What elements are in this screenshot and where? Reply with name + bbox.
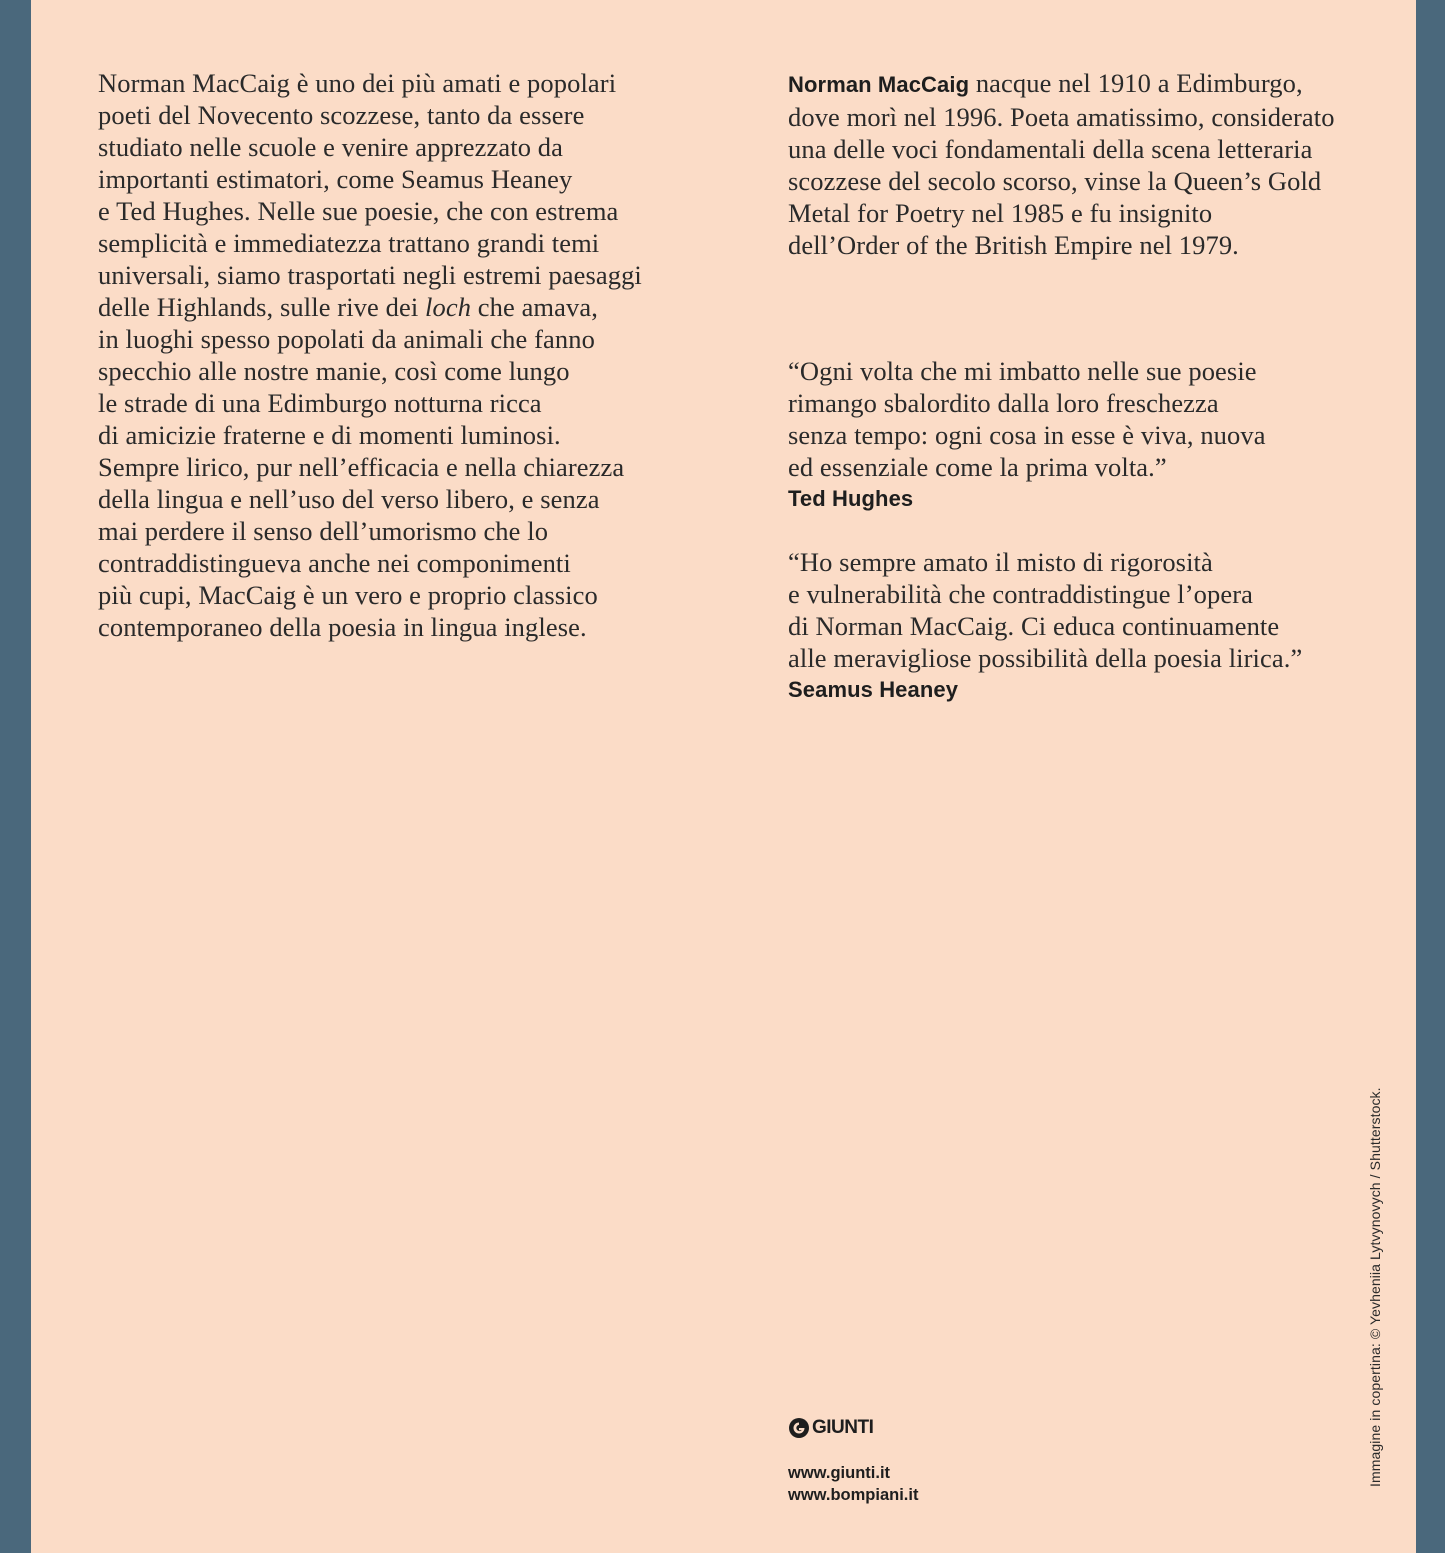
bio-line: Metal for Poetry nel 1985 e fu insignito: [788, 198, 1213, 228]
quote-line: “Ho sempre amato il misto di rigorosità: [788, 547, 1213, 577]
description-line: mai perdere il senso dell’umorismo che lo: [98, 516, 549, 546]
description-line: in luoghi spesso popolati da animali che fanno: [98, 324, 595, 354]
description-line: specchio alle nostre manie, così come lungo: [98, 356, 570, 386]
bio-line: dell’Order of the British Empire nel 1979.: [788, 230, 1239, 260]
quote-author: Seamus Heaney: [788, 677, 959, 702]
description-line: poeti del Novecento scozzese, tanto da essere: [98, 100, 585, 130]
description-line: contemporaneo della poesia in lingua inglese.: [98, 612, 587, 642]
description-line: Norman MacCaig è uno dei più amati e popolari: [98, 68, 617, 98]
description-line: studiato nelle scuole e venire apprezzato da: [98, 132, 563, 162]
author-name: Norman MacCaig: [788, 72, 970, 97]
quote-line: di Norman MacCaig. Ci educa continuamente: [788, 611, 1280, 641]
bio-line: dove morì nel 1996. Poeta amatissimo, considerato: [788, 102, 1335, 132]
description-line: di amicizie fraterne e di momenti luminosi.: [98, 420, 561, 450]
giunti-url[interactable]: www.giunti.it: [788, 1464, 891, 1482]
giunti-logo-icon: [788, 1417, 810, 1439]
giunti-logo-text: GIUNTI: [812, 1417, 874, 1438]
publisher-urls: [788, 1462, 918, 1506]
description-line: contraddistingueva anche nei componimenti: [98, 548, 571, 578]
quote-line: alle meravigliose possibilità della poesia lirica.”: [788, 643, 1303, 673]
description-line: universali, siamo trasportati negli estremi paesaggi: [98, 260, 642, 290]
description-line: Sempre lirico, pur nell’efficacia e nella chiarezza: [98, 452, 625, 482]
bio-line: scozzese del secolo scorso, vinse la Queen’s Gold: [788, 166, 1322, 196]
bompiani-url[interactable]: www.bompiani.it: [788, 1486, 919, 1504]
description-line: le strade di una Edimburgo notturna ricca: [98, 388, 542, 418]
description-line: della lingua e nell’uso del verso libero, e senza: [98, 484, 600, 514]
highlands-after: che amava,: [471, 292, 598, 322]
bio-first-line: [788, 67, 1388, 101]
description-line-highlands: [98, 291, 718, 323]
description-line: semplicità e immediatezza trattano grandi temi: [98, 228, 600, 258]
quote-line: senza tempo: ogni cosa in esse è viva, nuova: [788, 420, 1266, 450]
description-column: [98, 67, 718, 643]
quote-line: rimango sbalordito dalla loro freschezza: [788, 388, 1219, 418]
loch-italic: loch: [425, 292, 472, 322]
description-line: importanti estimatori, come Seamus Heaney: [98, 164, 573, 194]
giunti-logo: [788, 1414, 918, 1442]
description-line: più cupi, MacCaig è un vero e proprio classico: [98, 580, 598, 610]
highlands-before: delle Highlands, sulle rive dei: [98, 292, 426, 322]
cover-image-credit: Immagine in copertina: © Yevheniia Lytvynovych / Shutterstock.: [1367, 1087, 1383, 1487]
quote-seamus-heaney: [788, 546, 1388, 706]
quote-line: ed essenziale come la prima volta.”: [788, 452, 1167, 482]
bio-first-line-rest: nacque nel 1910 a Edimburgo,: [969, 68, 1303, 98]
quote-line: e vulnerabilità che contraddistingue l’opera: [788, 579, 1254, 609]
bio-line: una delle voci fondamentali della scena letteraria: [788, 134, 1313, 164]
quote-author: Ted Hughes: [788, 486, 914, 511]
author-bio: [788, 67, 1388, 261]
publisher-block: [788, 1414, 918, 1506]
description-line: e Ted Hughes. Nelle sue poesie, che con estrema: [98, 196, 619, 226]
quote-line: “Ogni volta che mi imbatto nelle sue poesie: [788, 356, 1257, 386]
quote-ted-hughes: [788, 355, 1388, 515]
